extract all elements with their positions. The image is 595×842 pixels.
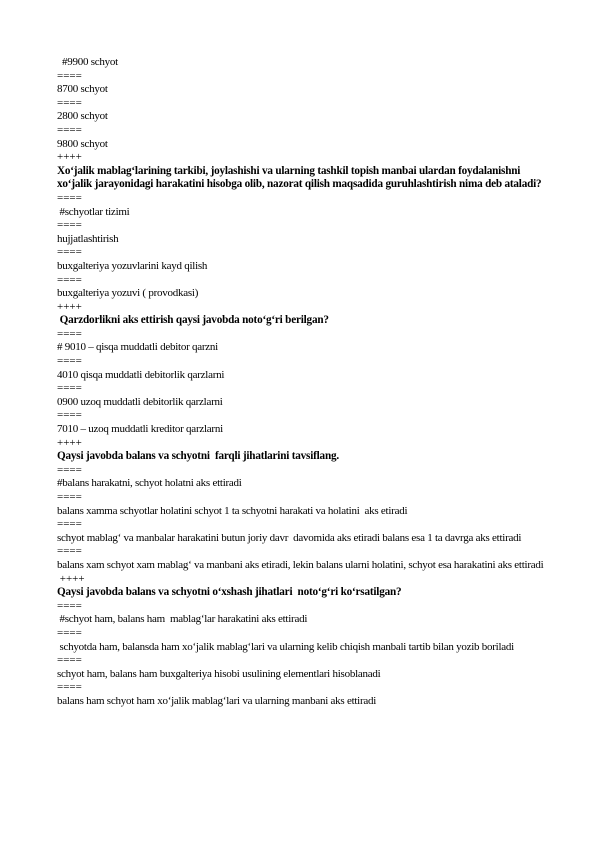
answer-line: #9900 schyot	[57, 56, 118, 68]
separator-line: ====	[57, 626, 82, 639]
answer-line: 0900 uzoq muddatli debitorlik qarzlarni	[57, 395, 223, 408]
separator-line: ====	[57, 463, 82, 476]
separator-line: ====	[57, 654, 82, 667]
separator-line: ====	[57, 246, 82, 259]
document-page	[57, 56, 552, 709]
answer-line: 9800 schyot	[57, 137, 108, 150]
separator-line: ====	[57, 409, 82, 422]
answer-line: # 9010 – qisqa muddatli debitor qarzni	[57, 341, 218, 354]
answer-line: buxgalteriya yozuvlarini kayd qilish	[57, 259, 208, 272]
separator-line: ====	[57, 327, 82, 340]
separator-line: ====	[57, 123, 82, 136]
answer-line: #balans harakatni, schyot holatni aks ettiradi	[57, 477, 242, 490]
separator-line: ++++	[57, 300, 82, 313]
separator-line: ====	[57, 191, 82, 204]
separator-line: ++++	[57, 436, 82, 449]
answer-line: 2800 schyot	[57, 110, 108, 123]
question-line: Xo‘jalik mablag‘larining tarkibi, joylashishi va ularning tashkil topish manbai ulardan foydalanishni xo‘jalik jarayonidagi harakatini hisobga olib, nazorat qilish maqsadida guruhlashtirish nima deb ataladi?	[57, 164, 542, 191]
answer-line: 7010 – uzoq muddatli kreditor qarzlarni	[57, 423, 223, 436]
answer-line: schyot ham, balans ham buxgalteriya hisobi usulining elementlari hisoblanadi	[57, 667, 381, 680]
answer-line: buxgalteriya yozuvi ( provodkasi)	[57, 287, 199, 300]
answer-line: balans xamma schyotlar holatini schyot 1 ta schyotni harakati va holatini aks etiradi	[57, 504, 408, 517]
answer-line: balans ham schyot ham xo‘jalik mablag‘lari va ularning manbani aks ettiradi	[57, 694, 377, 707]
separator-line: ====	[57, 599, 82, 612]
separator-line: ====	[57, 518, 82, 531]
separator-line: ====	[57, 491, 82, 503]
answer-line: hujjatlashtirish	[57, 232, 119, 245]
answer-line: balans xam schyot xam mablag‘ va manbani aks etiradi, lekin balans ularni holatini, schyot esa harakatini aks ettiradi	[57, 558, 544, 571]
separator-line: ++++	[57, 151, 82, 164]
answer-line: 4010 qisqa muddatli debitorlik qarzlarni	[57, 368, 225, 381]
question-line: Qaysi javobda balans va schyotni o‘xshash jihatlari noto‘g‘ri ko‘rsatilgan?	[57, 586, 402, 599]
separator-line: ====	[57, 355, 82, 368]
question-line: Qaysi javobda balans va schyotni farqli jihatlarini tavsiflang.	[57, 450, 339, 463]
answer-line: #schyot ham, balans ham mablag‘lar harakatini aks ettiradi	[57, 613, 308, 626]
separator-line: ====	[57, 545, 82, 558]
separator-line: ====	[57, 219, 82, 232]
separator-line: ====	[57, 382, 82, 395]
separator-line: ====	[57, 681, 82, 694]
answer-line: schyot mablag‘ va manbalar harakatini butun joriy davr davomida aks etiradi balans esa 1 ta davrga aks ettiradi	[57, 531, 522, 544]
separator-line: ====	[57, 273, 82, 286]
answer-line: #schyotlar tizimi	[57, 205, 130, 218]
separator-line: ++++	[57, 572, 85, 585]
question-line: Qarzdorlikni aks ettirish qaysi javobda noto‘g‘ri berilgan?	[57, 314, 329, 327]
separator-line: ====	[57, 69, 82, 82]
answer-line: 8700 schyot	[57, 83, 108, 96]
answer-line: schyotda ham, balansda ham xo‘jalik mablag‘lari va ularning kelib chiqish manbali tartib bilan yozib boriladi	[57, 640, 514, 653]
separator-line: ====	[57, 96, 82, 109]
